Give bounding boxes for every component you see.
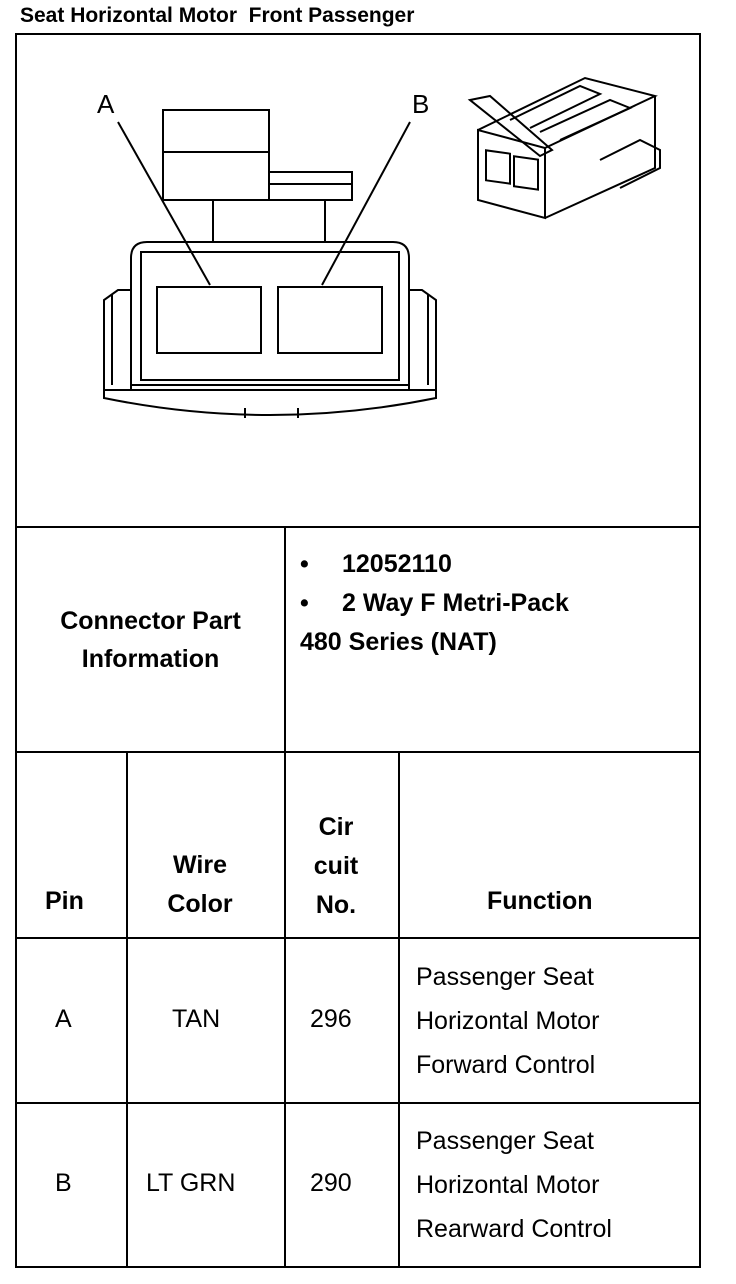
connector-isometric-view [470, 78, 660, 218]
row-a-circuit: 296 [310, 1005, 352, 1033]
bullet-item: • 12052110 [300, 545, 569, 584]
connector-info-label-line1: Connector Part [60, 607, 241, 635]
connector-info-label-line2: Information [81, 645, 220, 673]
connector-info-label [17, 600, 284, 680]
column-divider-pin [126, 752, 128, 1267]
divider-row-a [15, 1102, 701, 1104]
header-pin: Pin [45, 887, 84, 915]
divider-diagram [15, 526, 701, 528]
header-function: Function [487, 887, 593, 915]
row-a-wire-color: TAN [172, 1005, 221, 1033]
header-circuit-no: Cir cuit No. [313, 813, 359, 919]
connector-diagram [17, 35, 699, 525]
bullet-icon: • [300, 589, 309, 617]
pin-label-b: B [412, 89, 430, 119]
cavity-b [278, 287, 382, 353]
row-a-pin: A [55, 1005, 72, 1033]
header-wire-color: Wire Color [167, 851, 233, 918]
bullet-item: • 2 Way F Metri-Pack [300, 584, 569, 623]
row-b-wire-color: LT GRN [146, 1169, 236, 1197]
cavity-a [157, 287, 261, 353]
divider-header [15, 937, 701, 939]
divider-info [15, 751, 701, 753]
pin-label-a: A [97, 89, 115, 119]
bullet-icon: • [300, 550, 309, 578]
page-title: Seat Horizontal Motor Front Passenger [20, 4, 415, 27]
row-a-function: Passenger Seat Horizontal Motor Forward Control [416, 963, 600, 1079]
row-b-pin: B [55, 1169, 72, 1197]
bullet-continuation: 480 Series (NAT) [300, 628, 497, 656]
row-b-circuit: 290 [310, 1169, 352, 1197]
connector-info-details [300, 545, 569, 662]
row-b-function: Passenger Seat Horizontal Motor Rearward Control [416, 1127, 612, 1243]
column-divider-function [398, 752, 400, 1267]
